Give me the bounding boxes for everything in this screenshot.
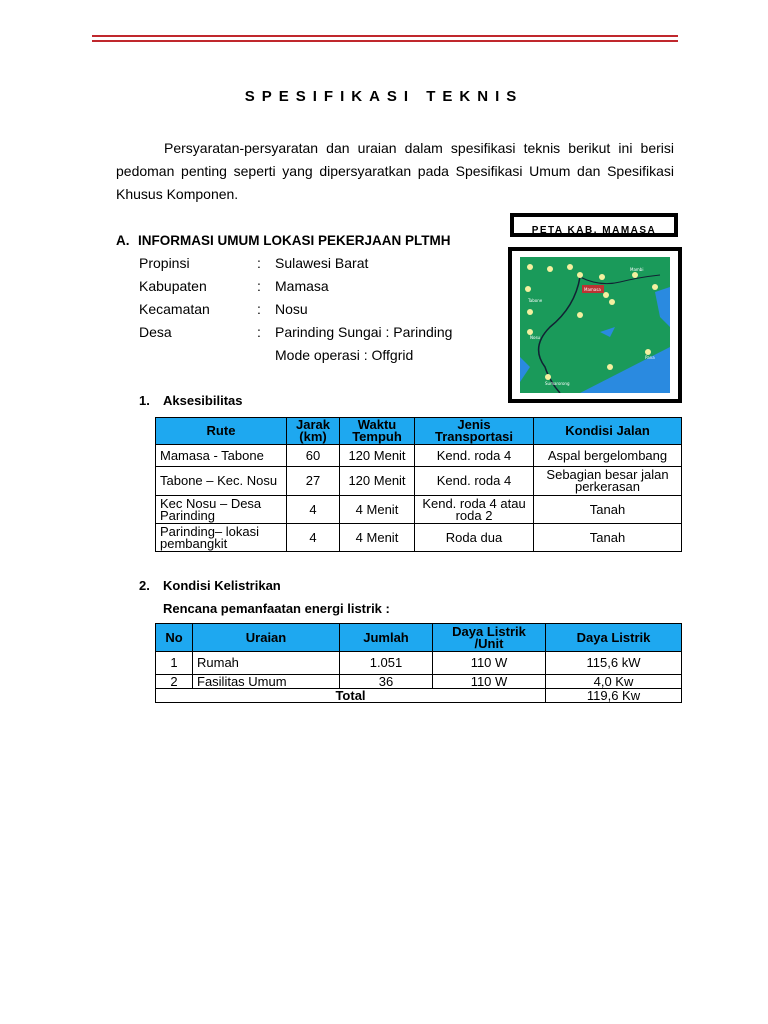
cell-jarak: 4 (287, 496, 340, 524)
cell-daya: 115,6 kW (546, 652, 682, 675)
cell-jenis: Kend. roda 4 atau roda 2 (415, 496, 534, 524)
cell-jenis: Roda dua (415, 524, 534, 552)
map-label-tabone: Tabone (528, 298, 543, 303)
map-label-nosu: Nosu (530, 335, 541, 340)
kelistrikan-subtitle: Rencana pemanfaatan energi listrik : (163, 601, 390, 616)
cell-waktu: 120 Menit (340, 445, 415, 467)
cell-uraian: Rumah (193, 652, 340, 675)
col-kondisi: Kondisi Jalan (534, 418, 682, 445)
cell-waktu: 4 Menit (340, 496, 415, 524)
aksesibilitas-heading (139, 393, 243, 408)
table-total-row (156, 689, 682, 703)
map-marker (567, 264, 573, 270)
map-marker (603, 292, 609, 298)
map-label-pana: Pana (645, 355, 655, 360)
col-uraian: Uraian (193, 624, 340, 652)
cell-kondisi: Aspal bergelombang (534, 445, 682, 467)
map-marker (527, 309, 533, 315)
cell-kondisi: Tanah (534, 496, 682, 524)
table-row (156, 467, 682, 496)
header-rule-bottom (92, 40, 678, 42)
info-label: Kabupaten (139, 278, 207, 294)
cell-jarak: 60 (287, 445, 340, 467)
info-mode-operasi: Mode operasi : Offgrid (275, 347, 414, 363)
table-row (156, 445, 682, 467)
aksesibilitas-title: Aksesibilitas (163, 393, 243, 408)
col-no: No (156, 624, 193, 652)
cell-rute: Kec Nosu – Desa Parinding (156, 496, 287, 524)
document-title: SPESIFIKASI TEKNIS (244, 88, 524, 105)
col-jumlah: Jumlah (340, 624, 433, 652)
kelistrikan-number: 2. (139, 578, 150, 593)
table-header-row (156, 418, 682, 445)
cell-kondisi: Sebagian besar jalan perkerasan (534, 467, 682, 496)
table-row (156, 524, 682, 552)
map-marker (632, 272, 638, 278)
info-value: Parinding Sungai : Parinding (275, 324, 453, 340)
map-title-box (510, 213, 678, 237)
section-a-number: A. (116, 233, 130, 248)
info-colon: : (257, 324, 261, 340)
info-label: Propinsi (139, 255, 190, 271)
table-header-row (156, 624, 682, 652)
map-marker (607, 364, 613, 370)
cell-jumlah: 1.051 (340, 652, 433, 675)
cell-jarak: 4 (287, 524, 340, 552)
map-graphic (520, 257, 670, 393)
table-row (156, 652, 682, 675)
map-marker (545, 374, 551, 380)
map-marker (527, 264, 533, 270)
info-value: Nosu (275, 301, 308, 317)
kelistrikan-title: Kondisi Kelistrikan (163, 578, 281, 593)
cell-no: 2 (156, 675, 193, 689)
map-marker (599, 274, 605, 280)
cell-jumlah: 36 (340, 675, 433, 689)
cell-uraian: Fasilitas Umum (193, 675, 340, 689)
cell-jarak: 27 (287, 467, 340, 496)
map-marker (525, 286, 531, 292)
cell-rute: Mamasa - Tabone (156, 445, 287, 467)
cell-total-label: Total (156, 689, 546, 703)
info-colon: : (257, 278, 261, 294)
table-row (156, 675, 682, 689)
section-a-heading (116, 233, 451, 248)
map-marker (577, 312, 583, 318)
header-rule-top (92, 35, 678, 37)
cell-daya-unit: 110 W (433, 675, 546, 689)
map-marker (609, 299, 615, 305)
map-marker (547, 266, 553, 272)
cell-total-value: 119,6 Kw (546, 689, 682, 703)
kelistrikan-heading (139, 578, 281, 593)
cell-kondisi: Tanah (534, 524, 682, 552)
map-label-mambi: Mambi (630, 267, 644, 272)
cell-no: 1 (156, 652, 193, 675)
cell-daya: 4,0 Kw (546, 675, 682, 689)
cell-rute: Tabone – Kec. Nosu (156, 467, 287, 496)
map-marker (577, 272, 583, 278)
cell-jenis: Kend. roda 4 (415, 467, 534, 496)
info-colon: : (257, 301, 261, 317)
map-figure (508, 247, 682, 403)
section-a-title: INFORMASI UMUM LOKASI PEKERJAAN PLTMH (138, 233, 451, 248)
map-label-sumarorong: Sumarorong (545, 381, 570, 386)
col-daya-unit: Daya Listrik /Unit (433, 624, 546, 652)
col-waktu: Waktu Tempuh (340, 418, 415, 445)
aksesibilitas-table (155, 417, 682, 552)
col-daya: Daya Listrik (546, 624, 682, 652)
map-label-mamasa: Mamasa (584, 287, 601, 292)
info-label: Desa (139, 324, 172, 340)
cell-jenis: Kend. roda 4 (415, 445, 534, 467)
col-rute: Rute (156, 418, 287, 445)
cell-waktu: 120 Menit (340, 467, 415, 496)
map-marker (652, 284, 658, 290)
info-colon: : (257, 255, 261, 271)
info-label: Kecamatan (139, 301, 210, 317)
col-jenis: Jenis Transportasi (415, 418, 534, 445)
col-jarak: Jarak (km) (287, 418, 340, 445)
aksesibilitas-number: 1. (139, 393, 150, 408)
intro-paragraph: Persyaratan-persyaratan dan uraian dalam spesifikasi teknis berikut ini berisi pedoman penting seperti yang dipersyaratkan pada Spesifikasi Umum dan Spesifikasi Khusus Komponen. (116, 140, 674, 202)
info-value: Sulawesi Barat (275, 255, 369, 271)
info-value: Mamasa (275, 278, 329, 294)
cell-waktu: 4 Menit (340, 524, 415, 552)
map-title: PETA KAB. MAMASA (531, 225, 657, 236)
kelistrikan-table (155, 623, 682, 703)
cell-rute: Parinding– lokasi pembangkit (156, 524, 287, 552)
cell-daya-unit: 110 W (433, 652, 546, 675)
table-row (156, 496, 682, 524)
